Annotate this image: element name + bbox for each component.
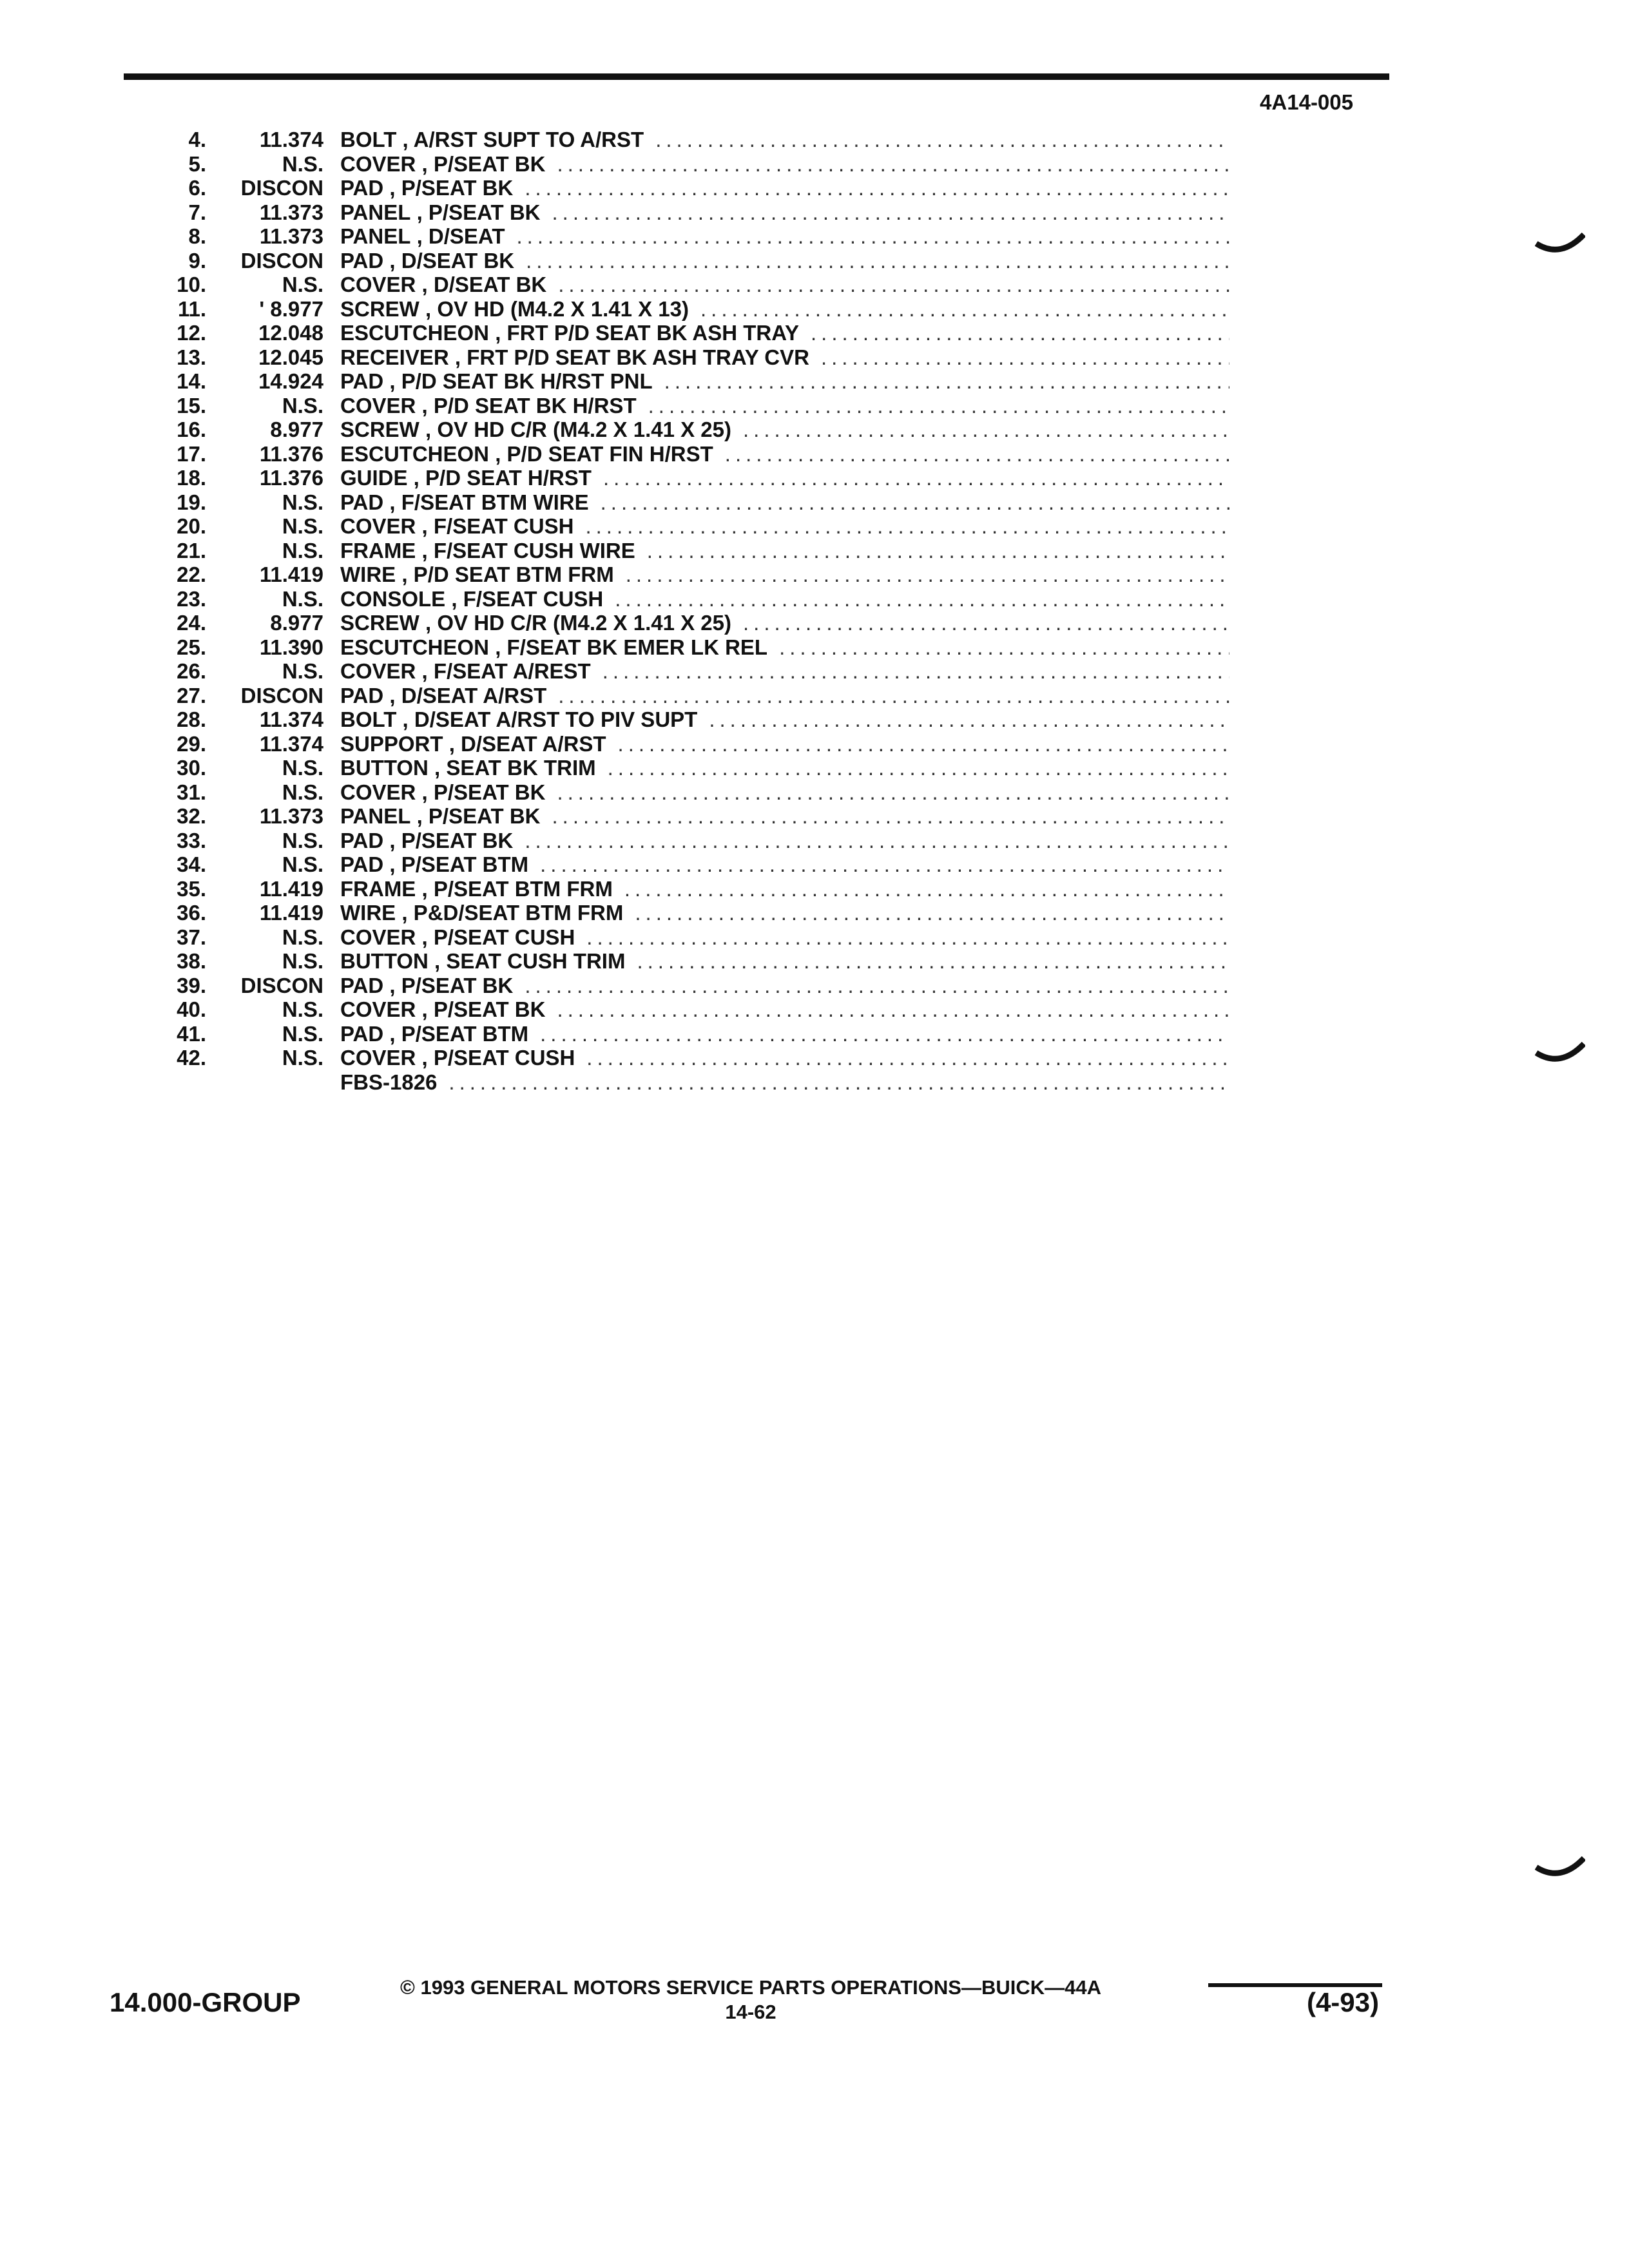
part-description: [340, 707, 1229, 732]
item-number: 19.: [177, 490, 206, 514]
part-name: ESCUTCHEON: [340, 321, 490, 345]
part-qualifier: , D/SEAT BK: [416, 273, 547, 296]
group-number: 14.924: [258, 369, 323, 393]
part-description: [340, 128, 1229, 152]
dot-leader: [700, 297, 1229, 322]
part-name: PAD: [340, 176, 384, 200]
group-number: 11.373: [259, 224, 323, 248]
dot-leader: [525, 176, 1229, 200]
dot-leader: [626, 562, 1229, 587]
group-number: 11.373: [259, 200, 323, 224]
group-number: 11.419: [259, 877, 323, 901]
part-description: [340, 345, 1229, 370]
part-qualifier: , P/SEAT BTM FRM: [416, 877, 613, 901]
item-number: 28.: [177, 707, 206, 731]
group-number: 11.419: [259, 901, 323, 925]
dot-leader: [635, 901, 1229, 925]
item-number: 18.: [177, 466, 206, 490]
group-number: 11.376: [259, 442, 323, 466]
parts-row: [0, 684, 1629, 708]
parts-row: [0, 780, 1629, 805]
dot-leader: [647, 539, 1229, 563]
parts-row: [0, 877, 1629, 901]
parts-row: [0, 200, 1629, 225]
part-qualifier: , OV HD C/R (M4.2 X 1.41 X 25): [419, 418, 731, 441]
part-qualifier: , P/D SEAT FIN H/RST: [489, 442, 713, 466]
part-description: [340, 611, 1229, 635]
part-name: RECEIVER: [340, 345, 449, 369]
part-description: [340, 852, 1229, 877]
dot-leader: [552, 804, 1229, 829]
part-description: [340, 200, 1229, 225]
item-number: 8.: [188, 224, 206, 248]
item-number: 42.: [177, 1046, 206, 1070]
part-description: [340, 224, 1229, 249]
group-number: N.S.: [282, 490, 323, 514]
dot-leader: [664, 369, 1229, 394]
parts-row: [0, 394, 1629, 418]
item-number: 7.: [188, 200, 206, 224]
parts-row: [0, 466, 1629, 490]
copyright-line: © 1993 GENERAL MOTORS SERVICE PARTS OPERATIONS—BUICK—44A: [400, 1976, 1101, 1999]
dot-leader: [725, 442, 1229, 466]
part-qualifier: , P/SEAT BK: [416, 780, 546, 804]
part-description: [340, 756, 1229, 780]
part-qualifier: , F/SEAT CUSH: [416, 514, 574, 538]
parts-row: [0, 1046, 1629, 1070]
group-number: 8.977: [270, 418, 323, 441]
item-number: 41.: [177, 1022, 206, 1046]
item-number: 32.: [177, 804, 206, 828]
dot-leader: [586, 1046, 1229, 1070]
parts-row: [0, 562, 1629, 587]
part-qualifier: , FRT P/D SEAT BK ASH TRAY: [489, 321, 800, 345]
part-description: [340, 780, 1229, 805]
part-name: COVER: [340, 1046, 416, 1070]
dot-leader: [448, 1070, 1229, 1095]
group-number: 12.048: [258, 321, 323, 345]
part-name: COVER: [340, 659, 416, 683]
part-qualifier: , P/D SEAT BK H/RST PNL: [383, 369, 653, 393]
parts-row: [0, 974, 1629, 998]
part-name: GUIDE: [340, 466, 408, 490]
part-description: [340, 418, 1229, 442]
part-description: [340, 732, 1229, 756]
part-qualifier: , F/SEAT A/REST: [416, 659, 591, 683]
part-description: [340, 901, 1229, 925]
part-qualifier: , P/D SEAT BK H/RST: [416, 394, 637, 418]
group-number: 11.374: [259, 732, 323, 756]
dot-leader: [601, 490, 1229, 515]
item-number: 35.: [177, 877, 206, 901]
dot-leader: [618, 732, 1229, 756]
group-number: 11.376: [259, 466, 323, 490]
part-qualifier: , P/SEAT BK: [383, 974, 514, 997]
footer-credit: [380, 1975, 1121, 2024]
dot-leader: [709, 707, 1229, 732]
part-qualifier: , OV HD C/R (M4.2 X 1.41 X 25): [419, 611, 731, 635]
group-number: N.S.: [282, 587, 323, 611]
parts-row: [0, 490, 1629, 515]
part-name: PAD: [340, 249, 384, 273]
dot-leader: [779, 635, 1229, 660]
part-name: COVER: [340, 394, 416, 418]
part-name: ESCUTCHEON: [340, 635, 490, 659]
group-number: N.S.: [282, 780, 323, 804]
parts-row: [0, 345, 1629, 370]
part-description: [340, 369, 1229, 394]
group-number: 12.045: [258, 345, 323, 369]
part-description: [340, 949, 1229, 974]
part-qualifier: , P/SEAT CUSH: [416, 925, 575, 949]
part-name: WIRE: [340, 901, 396, 925]
part-qualifier: , P/SEAT BK: [383, 176, 514, 200]
part-name: CONSOLE: [340, 587, 446, 611]
part-qualifier: , P/SEAT CUSH: [416, 1046, 575, 1070]
dot-leader: [743, 611, 1229, 635]
parts-row: [0, 1022, 1629, 1046]
item-number: 24.: [177, 611, 206, 635]
part-name: FRAME: [340, 539, 416, 562]
item-number: 5.: [188, 152, 206, 176]
parts-row: [0, 297, 1629, 322]
group-number: N.S.: [282, 1022, 323, 1046]
item-number: 31.: [177, 780, 206, 804]
part-qualifier: , F/SEAT CUSH: [445, 587, 604, 611]
group-number: N.S.: [282, 829, 323, 852]
item-number: 27.: [177, 684, 206, 707]
parts-row: [0, 925, 1629, 950]
part-qualifier: , D/SEAT BK: [383, 249, 515, 273]
item-number: 11.: [177, 297, 206, 321]
group-number: 8.977: [270, 611, 323, 635]
part-description: [340, 466, 1229, 490]
item-number: 9.: [188, 249, 206, 273]
part-name: PAD: [340, 1022, 384, 1046]
part-description: [340, 684, 1229, 708]
part-name: COVER: [340, 780, 416, 804]
dot-leader: [525, 829, 1229, 853]
part-qualifier: , SEAT CUSH TRIM: [428, 949, 626, 973]
part-description: [340, 297, 1229, 322]
group-number: N.S.: [282, 925, 323, 949]
revision-date: (4-93): [1306, 1987, 1379, 2017]
item-number: 14.: [177, 369, 206, 393]
parts-row: [0, 514, 1629, 539]
part-qualifier: , P/SEAT BK: [383, 829, 514, 852]
part-description: [340, 176, 1229, 200]
group-number: DISCON: [240, 684, 323, 707]
parts-row: [0, 804, 1629, 829]
dot-leader: [608, 756, 1229, 780]
item-number: 30.: [177, 756, 206, 780]
part-name: PANEL: [340, 804, 411, 828]
item-number: 13.: [177, 345, 206, 369]
item-number: 29.: [177, 732, 206, 756]
dot-leader: [743, 418, 1229, 442]
parts-row: [0, 611, 1629, 635]
part-name: SCREW: [340, 611, 419, 635]
item-number: 22.: [177, 562, 206, 586]
reference-code: 4A14-005: [1260, 90, 1353, 114]
part-qualifier: , D/SEAT: [410, 224, 505, 248]
item-number: 26.: [177, 659, 206, 683]
part-description: [340, 562, 1229, 587]
binder-mark-icon: [1535, 1041, 1585, 1067]
binder-mark-icon: [1535, 232, 1585, 258]
part-qualifier: , SEAT BK TRIM: [428, 756, 596, 780]
dot-leader: [655, 128, 1229, 152]
part-name: PAD: [340, 852, 384, 876]
parts-row: [0, 707, 1629, 732]
part-description: [340, 997, 1229, 1022]
part-description: [340, 249, 1229, 273]
part-qualifier: , D/SEAT A/RST: [383, 684, 547, 707]
part-description: [340, 829, 1229, 853]
item-number: 12.: [177, 321, 206, 345]
part-qualifier: , P&D/SEAT BTM FRM: [396, 901, 624, 925]
group-number: DISCON: [240, 176, 323, 200]
dot-leader: [557, 997, 1229, 1022]
top-rule: [124, 73, 1389, 80]
part-name: ESCUTCHEON: [340, 442, 490, 466]
part-name: SUPPORT: [340, 732, 443, 756]
part-qualifier: , OV HD (M4.2 X 1.41 X 13): [419, 297, 689, 321]
part-description: [340, 877, 1229, 901]
part-description: [340, 635, 1229, 660]
part-name: BOLT: [340, 128, 397, 151]
parts-row: [0, 273, 1629, 297]
parts-row: [0, 539, 1629, 563]
group-number: N.S.: [282, 659, 323, 683]
part-name: COVER: [340, 997, 416, 1021]
group-number: 11.373: [259, 804, 323, 828]
part-name: PAD: [340, 369, 384, 393]
part-qualifier: , P/D SEAT H/RST: [407, 466, 592, 490]
part-description: [340, 490, 1229, 515]
group-number: 11.374: [259, 707, 323, 731]
parts-row: [0, 732, 1629, 756]
group-number: DISCON: [240, 974, 323, 997]
part-qualifier: , P/SEAT BTM: [383, 1022, 529, 1046]
item-number: 37.: [177, 925, 206, 949]
part-description: [340, 514, 1229, 539]
dot-leader: [648, 394, 1229, 418]
part-qualifier: , A/RST SUPT TO A/RST: [396, 128, 644, 151]
group-number: N.S.: [282, 1046, 323, 1070]
part-description: [340, 273, 1229, 297]
item-number: 20.: [177, 514, 206, 538]
parts-row: [0, 152, 1629, 177]
parts-row: [0, 901, 1629, 925]
group-number: 11.390: [259, 635, 323, 659]
item-number: 39.: [177, 974, 206, 997]
part-description: [340, 974, 1229, 998]
dot-leader: [540, 852, 1229, 877]
part-description: [340, 804, 1229, 829]
dot-leader: [558, 684, 1229, 708]
dot-leader: [624, 877, 1229, 901]
part-name: BUTTON: [340, 756, 429, 780]
part-name: COVER: [340, 152, 416, 176]
binder-mark-icon: [1535, 1856, 1585, 1881]
group-number: DISCON: [240, 249, 323, 273]
parts-row: [0, 176, 1629, 200]
part-description: [340, 394, 1229, 418]
dot-leader: [557, 152, 1229, 177]
part-description: [340, 152, 1229, 177]
item-number: 16.: [177, 418, 206, 441]
item-number: 6.: [188, 176, 206, 200]
parts-row: [0, 829, 1629, 853]
dot-leader: [558, 273, 1229, 297]
item-number: 34.: [177, 852, 206, 876]
item-number: 17.: [177, 442, 206, 466]
item-number: 38.: [177, 949, 206, 973]
part-qualifier: , D/SEAT A/RST TO PIV SUPT: [396, 707, 698, 731]
group-number: N.S.: [282, 152, 323, 176]
group-number: N.S.: [282, 997, 323, 1021]
part-name: BOLT: [340, 707, 397, 731]
group-number: N.S.: [282, 394, 323, 418]
parts-row: [0, 369, 1629, 394]
parts-row: [0, 949, 1629, 974]
part-description: [340, 587, 1229, 611]
parts-row: [0, 418, 1629, 442]
part-description: [340, 1070, 1229, 1095]
parts-row: [0, 587, 1629, 611]
parts-row: [0, 852, 1629, 877]
item-number: 15.: [177, 394, 206, 418]
dot-leader: [637, 949, 1229, 974]
part-name: SCREW: [340, 297, 419, 321]
group-number: N.S.: [282, 514, 323, 538]
part-name: PANEL: [340, 200, 411, 224]
item-number: 25.: [177, 635, 206, 659]
item-number: 23.: [177, 587, 206, 611]
parts-row: [0, 224, 1629, 249]
dot-leader: [603, 466, 1229, 490]
part-name: FRAME: [340, 877, 416, 901]
part-description: [340, 1046, 1229, 1070]
group-number: N.S.: [282, 852, 323, 876]
group-number: 11.374: [259, 128, 323, 151]
dot-leader: [526, 249, 1229, 273]
dot-leader: [602, 659, 1229, 684]
part-qualifier: , F/SEAT BTM WIRE: [383, 490, 589, 514]
part-qualifier: , P/SEAT BTM: [383, 852, 529, 876]
parts-row: [0, 756, 1629, 780]
item-number: 21.: [177, 539, 206, 562]
part-name: BUTTON: [340, 949, 429, 973]
part-name: PAD: [340, 490, 384, 514]
dot-leader: [540, 1022, 1229, 1046]
dot-leader: [516, 224, 1229, 249]
item-number: 4.: [188, 128, 206, 151]
item-number: 36.: [177, 901, 206, 925]
part-name: FBS-1826: [340, 1070, 438, 1094]
dot-leader: [811, 321, 1229, 345]
group-number: N.S.: [282, 273, 323, 296]
group-label: 14.000-GROUP: [110, 1987, 301, 2017]
part-qualifier: , P/SEAT BK: [410, 200, 541, 224]
group-number: N.S.: [282, 756, 323, 780]
part-name: PAD: [340, 684, 384, 707]
part-qualifier: , F/SEAT BK EMER LK REL: [489, 635, 768, 659]
part-name: COVER: [340, 514, 416, 538]
part-description: [340, 1022, 1229, 1046]
part-qualifier: , FRT P/D SEAT BK ASH TRAY CVR: [448, 345, 809, 369]
parts-row: [0, 321, 1629, 345]
group-number: N.S.: [282, 949, 323, 973]
dot-leader: [525, 974, 1229, 998]
parts-row: [0, 1070, 1629, 1095]
parts-row: [0, 659, 1629, 684]
parts-row: [0, 635, 1629, 660]
item-number: 33.: [177, 829, 206, 852]
part-qualifier: , P/SEAT BK: [416, 152, 546, 176]
part-name: PANEL: [340, 224, 411, 248]
parts-row: [0, 997, 1629, 1022]
dot-leader: [552, 200, 1229, 225]
dot-leader: [557, 780, 1229, 805]
part-qualifier: , F/SEAT CUSH WIRE: [416, 539, 635, 562]
part-description: [340, 321, 1229, 345]
parts-row: [0, 128, 1629, 152]
part-name: COVER: [340, 925, 416, 949]
part-qualifier: , P/SEAT BK: [416, 997, 546, 1021]
part-description: [340, 925, 1229, 950]
item-number: 40.: [177, 997, 206, 1021]
part-name: PAD: [340, 974, 384, 997]
dot-leader: [585, 514, 1229, 539]
dot-leader: [586, 925, 1229, 950]
part-name: SCREW: [340, 418, 419, 441]
item-number: 10.: [177, 273, 206, 296]
dot-leader: [615, 587, 1229, 611]
part-name: COVER: [340, 273, 416, 296]
group-number: ' 8.977: [259, 297, 323, 321]
part-qualifier: , P/SEAT BK: [410, 804, 541, 828]
part-qualifier: , P/D SEAT BTM FRM: [396, 562, 614, 586]
part-qualifier: , D/SEAT A/RST: [443, 732, 606, 756]
page-number: 14-62: [725, 2001, 776, 2023]
group-number: N.S.: [282, 539, 323, 562]
part-name: WIRE: [340, 562, 396, 586]
part-description: [340, 442, 1229, 466]
dot-leader: [821, 345, 1229, 370]
group-number: 11.419: [259, 562, 323, 586]
part-name: PAD: [340, 829, 384, 852]
parts-row: [0, 249, 1629, 273]
part-description: [340, 539, 1229, 563]
parts-row: [0, 442, 1629, 466]
part-description: [340, 659, 1229, 684]
